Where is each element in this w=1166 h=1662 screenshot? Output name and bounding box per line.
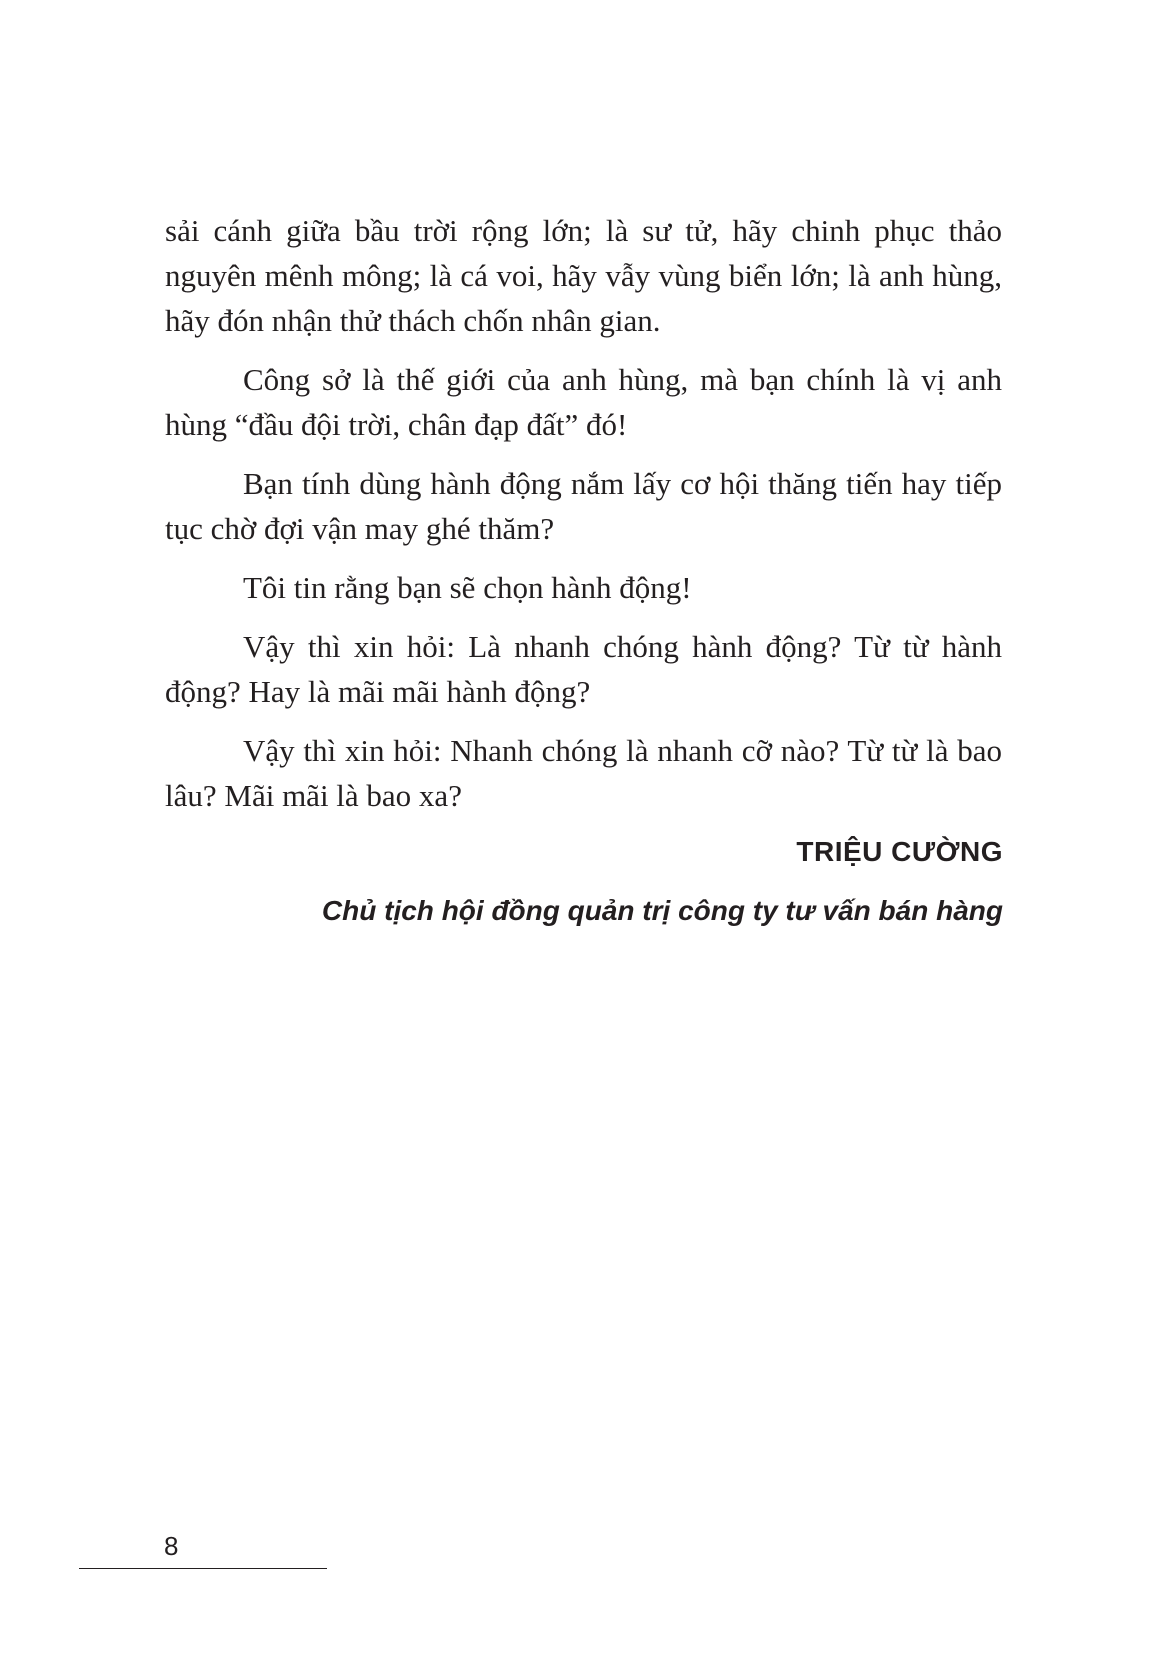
paragraph: Vậy thì xin hỏi: Là nhanh chóng hành động? Từ từ hành động? Hay là mãi mãi hành động? (165, 629, 1002, 709)
paragraph-continuation: sải cánh giữa bầu trời rộng lớn; là sư tử, hãy chinh phục thảo nguyên mênh mông; là cá voi, hãy vẫy vùng biển lớn; là anh hùng, hãy đón nhận thử thách chốn nhân gian. (165, 213, 1002, 338)
author-title: Chủ tịch hội đồng quản trị công ty tư vấn bán hàng (321, 895, 1003, 926)
body-text (165, 208, 1002, 832)
footer-divider (79, 1568, 327, 1569)
paragraph: Bạn tính dùng hành động nắm lấy cơ hội thăng tiến hay tiếp tục chờ đợi vận may ghé thăm? (165, 466, 1002, 546)
paragraph: Tôi tin rằng bạn sẽ chọn hành động! (243, 570, 692, 605)
author-name: TRIỆU CƯỜNG (796, 836, 1003, 867)
paragraph: Công sở là thế giới của anh hùng, mà bạn chính là vị anh hùng “đầu đội trời, chân đạp đất” đó! (165, 362, 1002, 442)
page-number: 8 (164, 1531, 179, 1561)
paragraph: Vậy thì xin hỏi: Nhanh chóng là nhanh cỡ nào? Từ từ là bao lâu? Mãi mãi là bao xa? (165, 733, 1002, 813)
